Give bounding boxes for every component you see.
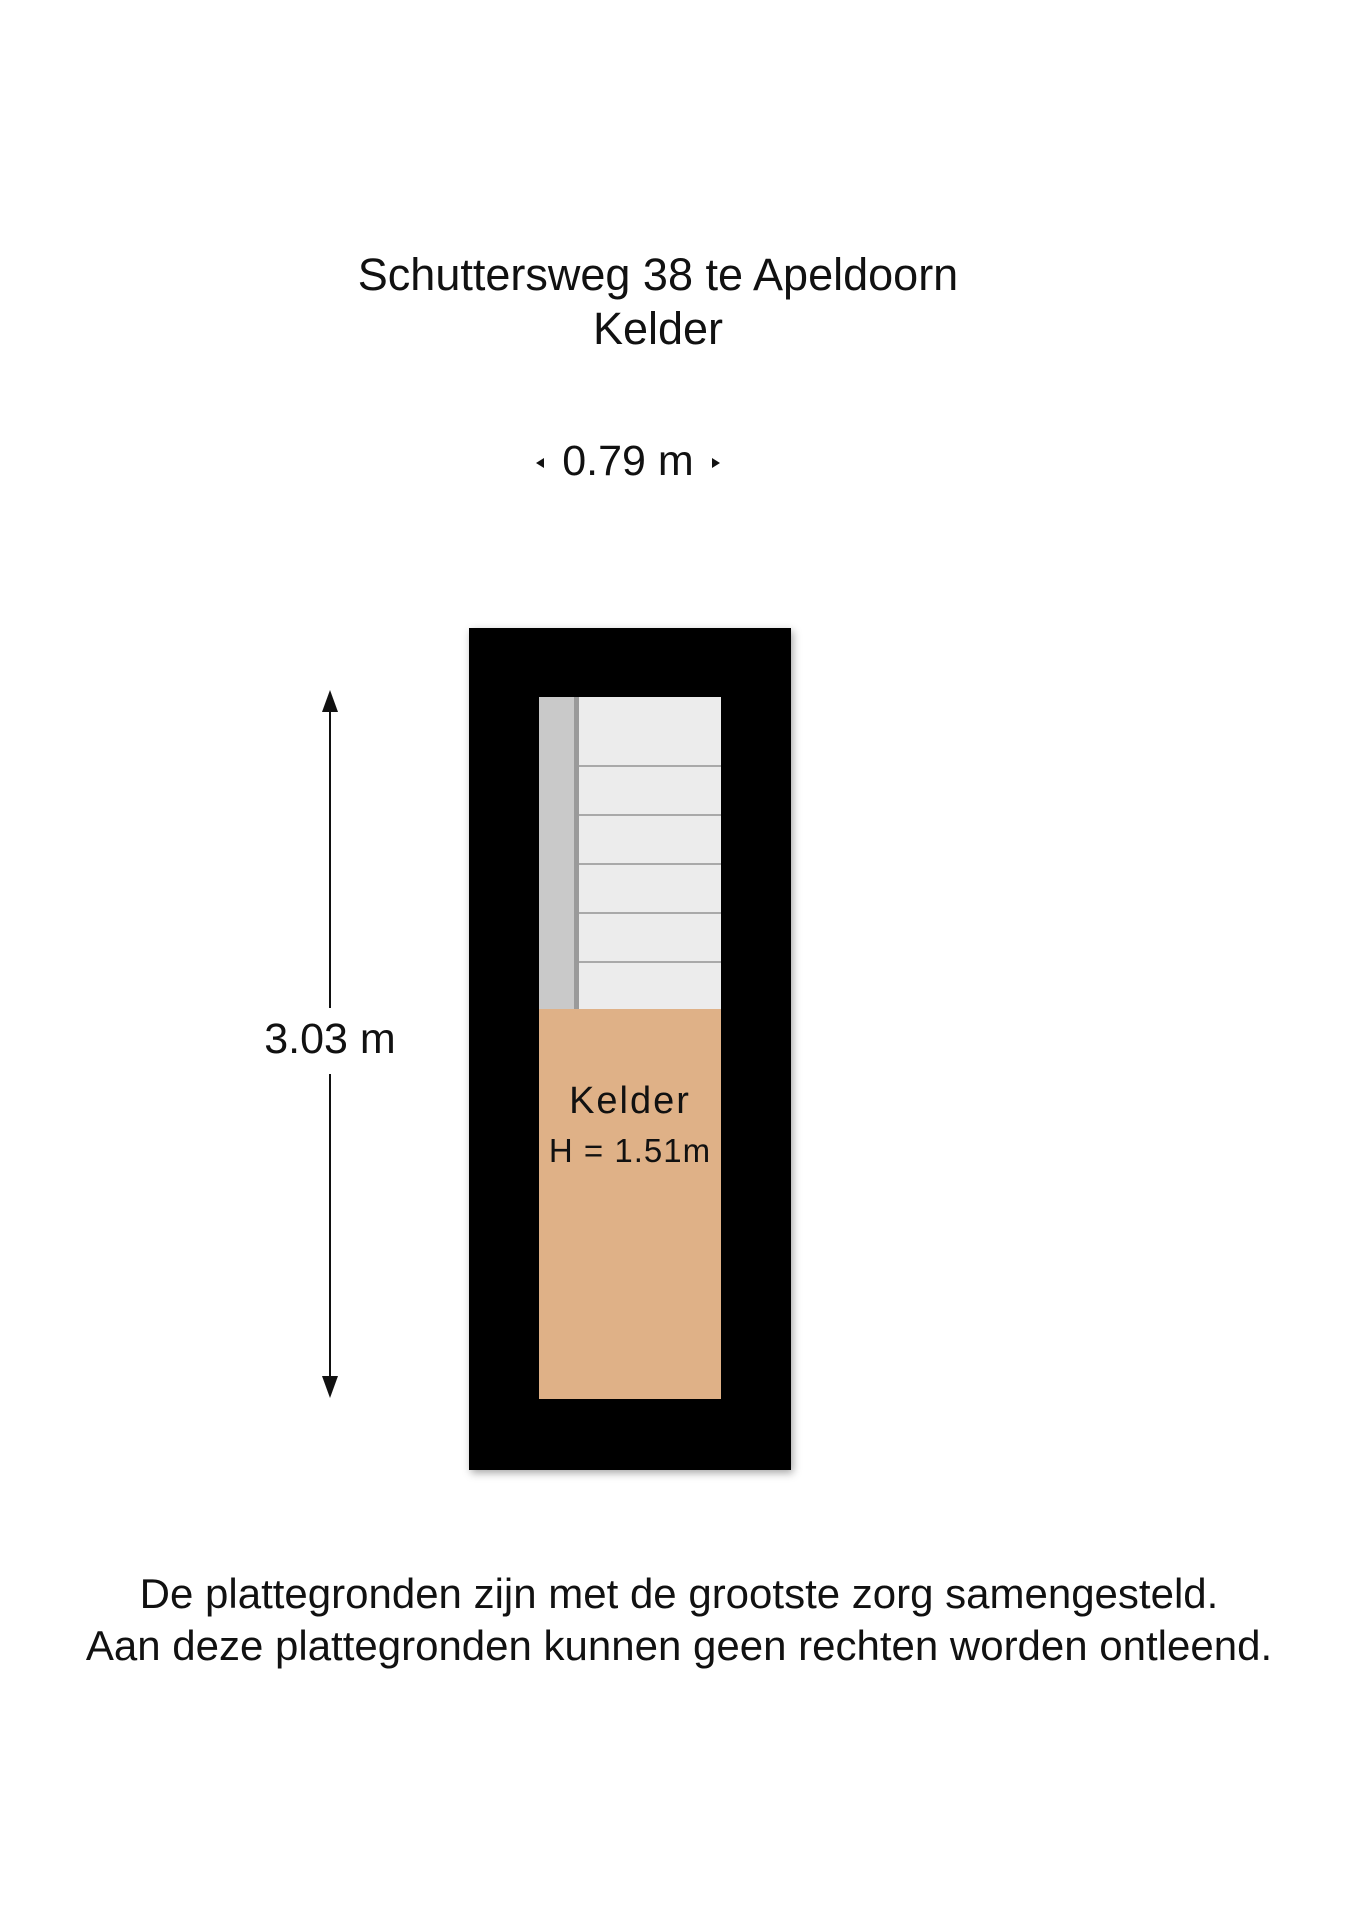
staircase [539, 697, 721, 1009]
arrow-left-icon [536, 458, 544, 468]
disclaimer-text [0, 1568, 1358, 1672]
stair-step [579, 912, 721, 914]
stair-handrail [539, 697, 579, 1009]
stair-step [579, 814, 721, 816]
width-dimension-label: 0.79 m [562, 437, 694, 485]
floor-title: Kelder [592, 303, 724, 354]
stair-step [579, 961, 721, 963]
height-dimension [250, 690, 410, 1400]
room-kelder [539, 1009, 721, 1399]
stair-step [579, 863, 721, 865]
floorplan-title [0, 248, 1316, 356]
address-title: Schuttersweg 38 te Apeldoorn [357, 249, 959, 300]
height-dimension-label: 3.03 m [264, 1015, 396, 1063]
disclaimer-line-1: De plattegronden zijn met de grootste zorg samengesteld. [139, 1570, 1219, 1617]
arrow-right-icon [712, 458, 720, 468]
room-height-label: H = 1.51m [548, 1132, 712, 1169]
width-dimension [530, 434, 726, 488]
stair-step [579, 765, 721, 767]
disclaimer-line-2: Aan deze plattegronden kunnen geen rechten worden ontleend. [85, 1622, 1273, 1669]
room-name-label: Kelder [569, 1080, 691, 1122]
floorplan-walls [469, 628, 791, 1470]
